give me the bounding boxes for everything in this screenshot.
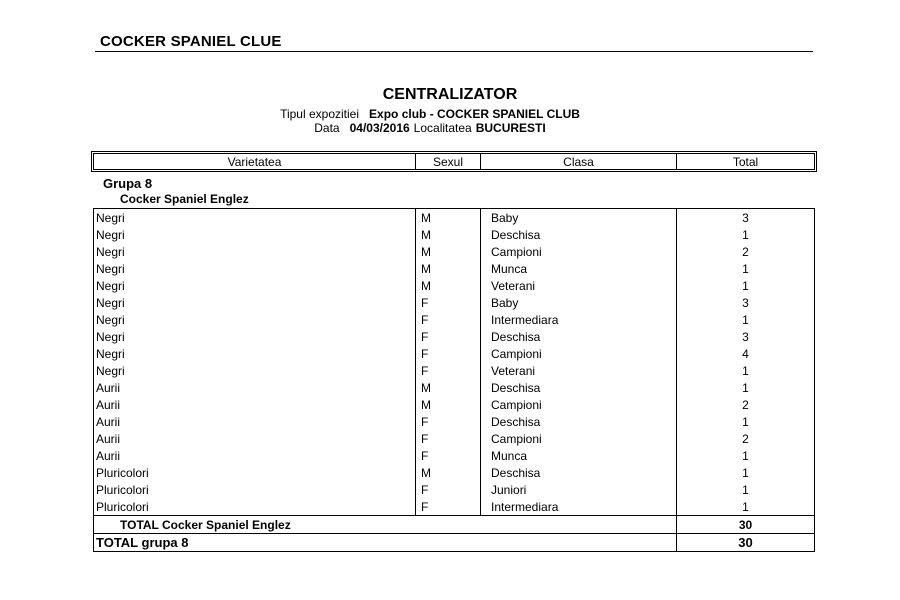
locality-value: BUCURESTI [475,121,546,135]
table-row [93,362,815,379]
variety-cell: Aurii [93,379,415,396]
sex-cell: M [415,379,480,396]
sex-cell: F [415,311,480,328]
exhibition-type-line [0,107,860,121]
sex-cell: M [415,243,480,260]
class-cell: Campioni [480,243,676,260]
sex-cell: F [415,430,480,447]
class-cell: Munca [480,447,676,464]
table-row [93,243,815,260]
variety-cell: Negri [93,294,415,311]
table-header [93,153,815,170]
sex-cell: M [415,464,480,481]
club-name-header: COCKER SPANIEL CLUE [100,33,282,50]
table-body [93,208,815,552]
class-cell: Campioni [480,345,676,362]
sex-cell: F [415,481,480,498]
total-cell: 1 [676,277,815,294]
sex-cell: F [415,498,480,515]
group-total-row [93,533,815,552]
table-row [93,464,815,481]
breed-total-value: 30 [676,516,815,533]
column-header-class: Clasa [481,154,677,169]
date-label: Data [314,121,340,135]
sex-cell: M [415,260,480,277]
table-row [93,260,815,277]
sex-cell: F [415,328,480,345]
class-cell: Deschisa [480,464,676,481]
total-cell: 1 [676,379,815,396]
exhibition-type-value: Expo club - COCKER SPANIEL CLUB [369,107,580,121]
table-row [93,447,815,464]
table-row [93,209,815,226]
sex-cell: F [415,362,480,379]
total-cell: 2 [676,396,815,413]
table-row [93,379,815,396]
total-cell: 1 [676,413,815,430]
variety-cell: Pluricolori [93,464,415,481]
total-cell: 2 [676,243,815,260]
total-cell: 2 [676,430,815,447]
table-row [93,345,815,362]
table-row [93,481,815,498]
group-total-label: TOTAL grupa 8 [93,534,676,551]
sex-cell: M [415,396,480,413]
date-locality-line [0,121,860,135]
variety-cell: Aurii [93,396,415,413]
variety-cell: Negri [93,328,415,345]
variety-cell: Negri [93,362,415,379]
total-cell: 1 [676,362,815,379]
variety-cell: Negri [93,311,415,328]
header-divider [95,51,813,52]
group-title: Grupa 8 [103,176,153,191]
variety-cell: Negri [93,226,415,243]
sex-cell: F [415,413,480,430]
total-cell: 3 [676,328,815,345]
locality-label: Localitatea [413,121,472,135]
class-cell: Munca [480,260,676,277]
table-row [93,294,815,311]
class-cell: Baby [480,209,676,226]
total-cell: 1 [676,481,815,498]
breed-total-row [93,515,815,533]
table-row [93,277,815,294]
variety-cell: Aurii [93,430,415,447]
variety-cell: Negri [93,345,415,362]
variety-cell: Negri [93,209,415,226]
class-cell: Intermediara [480,498,676,515]
report-title: CENTRALIZATOR [382,86,518,103]
variety-cell: Pluricolori [93,498,415,515]
class-cell: Intermediara [480,311,676,328]
sex-cell: M [415,226,480,243]
total-cell: 3 [676,294,815,311]
total-cell: 4 [676,345,815,362]
sex-cell: M [415,277,480,294]
column-header-variety: Varietatea [94,154,416,169]
total-cell: 1 [676,498,815,515]
class-cell: Juniori [480,481,676,498]
total-cell: 1 [676,447,815,464]
total-cell: 1 [676,464,815,481]
breed-title: Cocker Spaniel Englez [120,192,249,206]
class-cell: Deschisa [480,226,676,243]
table-row [93,430,815,447]
date-value: 04/03/2016 [349,121,410,135]
breed-total-label: TOTAL Cocker Spaniel Englez [93,516,676,533]
class-cell: Campioni [480,396,676,413]
sex-cell: F [415,447,480,464]
variety-cell: Negri [93,277,415,294]
group-total-value: 30 [676,534,815,551]
table-row [93,413,815,430]
class-cell: Deschisa [480,328,676,345]
table-row [93,311,815,328]
variety-cell: Aurii [93,447,415,464]
table-row [93,328,815,345]
variety-cell: Pluricolori [93,481,415,498]
column-header-total: Total [732,155,759,169]
class-cell: Veterani [480,362,676,379]
variety-cell: Negri [93,243,415,260]
sex-cell: F [415,294,480,311]
total-cell: 1 [676,311,815,328]
table-row [93,498,815,515]
class-cell: Veterani [480,277,676,294]
total-cell: 1 [676,226,815,243]
sex-cell: M [415,209,480,226]
variety-cell: Negri [93,260,415,277]
total-cell: 3 [676,209,815,226]
class-cell: Deschisa [480,413,676,430]
sex-cell: F [415,345,480,362]
table-row [93,226,815,243]
column-header-sex: Sexul [416,154,481,169]
class-cell: Deschisa [480,379,676,396]
exhibition-type-label: Tipul expozitiei [280,107,360,121]
variety-cell: Aurii [93,413,415,430]
total-cell: 1 [676,260,815,277]
table-row [93,396,815,413]
class-cell: Baby [480,294,676,311]
class-cell: Campioni [480,430,676,447]
